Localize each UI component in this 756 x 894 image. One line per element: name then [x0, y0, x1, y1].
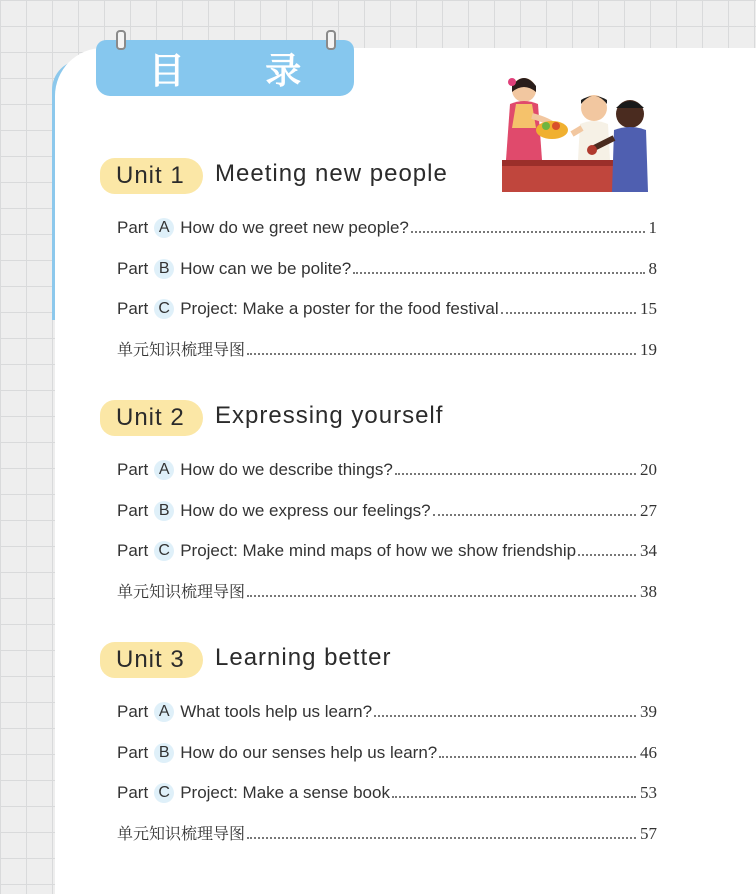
toc-entry[interactable]: Part A What tools help us learn? 39 — [117, 702, 657, 721]
toc-entry[interactable]: Part A How do we greet new people? 1 — [117, 218, 657, 237]
leader-dots — [439, 756, 636, 758]
leader-dots — [395, 473, 636, 475]
page-number: 27 — [640, 501, 657, 520]
entry-title: How do we describe things? — [180, 460, 393, 479]
part-letter: B — [154, 743, 174, 763]
toc-entry[interactable]: Part B How do our senses help us learn? 46 — [117, 743, 657, 762]
toc-entry[interactable]: Part C Project: Make mind maps of how we show friendship 34 — [117, 541, 657, 560]
entry-title: How can we be polite? — [180, 259, 352, 278]
page-number: 34 — [640, 541, 657, 560]
entry-title: How do we greet new people? — [180, 218, 409, 237]
page-number: 53 — [640, 783, 657, 802]
binder-ring-icon — [326, 30, 336, 50]
toc-entry[interactable]: Part B How do we express our feelings? 27 — [117, 501, 657, 520]
unit-title: Expressing yourself — [215, 402, 444, 429]
page-number: 15 — [640, 299, 657, 318]
part-letter: A — [154, 702, 174, 722]
entry-title: Project: Make a poster for the food festival — [180, 299, 499, 318]
leader-dots — [578, 554, 636, 556]
leader-dots — [247, 353, 636, 355]
leader-dots — [392, 796, 636, 798]
toc-entry[interactable] — [117, 820, 657, 844]
part-letter: C — [154, 783, 174, 803]
unit-header — [100, 642, 720, 682]
leader-dots — [353, 272, 644, 274]
page-number: 19 — [640, 340, 657, 359]
entry-title: 单元知识梳理导图 — [117, 824, 246, 843]
entry-title: How do we express our feelings? — [180, 501, 431, 520]
leader-dots — [433, 514, 636, 516]
unit-badge: Unit 1 — [100, 158, 203, 194]
title-tab — [96, 40, 354, 96]
page-number: 46 — [640, 743, 657, 762]
leader-dots — [501, 312, 636, 314]
part-letter: C — [154, 541, 174, 561]
page-number: 1 — [648, 218, 657, 237]
binder-ring-icon — [116, 30, 126, 50]
toc-entry[interactable] — [117, 578, 657, 602]
page-number: 8 — [648, 259, 657, 278]
entry-title: 单元知识梳理导图 — [117, 340, 246, 359]
part-letter: A — [154, 218, 174, 238]
part-letter: B — [154, 259, 174, 279]
entry-title: What tools help us learn? — [180, 702, 373, 721]
unit-badge: Unit 3 — [100, 642, 203, 678]
toc-entry[interactable] — [117, 336, 657, 360]
entry-title: 单元知识梳理导图 — [117, 582, 246, 601]
toc-entry[interactable]: Part B How can we be polite? 8 — [117, 259, 657, 278]
unit-section — [100, 642, 720, 843]
page-number: 57 — [640, 824, 657, 843]
leader-dots — [247, 595, 636, 597]
children-greeting-illustration — [502, 68, 656, 192]
page-number: 20 — [640, 460, 657, 479]
page-number: 38 — [640, 582, 657, 601]
entry-title: Project: Make mind maps of how we show friendship — [180, 541, 577, 560]
page-title: 目 录 — [148, 50, 336, 92]
toc-entry[interactable]: Part C Project: Make a poster for the food festival 15 — [117, 299, 657, 318]
part-letter: C — [154, 299, 174, 319]
part-letter: B — [154, 501, 174, 521]
unit-title: Meeting new people — [215, 160, 448, 187]
page-number: 39 — [640, 702, 657, 721]
entry-title: How do our senses help us learn? — [180, 743, 438, 762]
part-letter: A — [154, 460, 174, 480]
leader-dots — [411, 231, 645, 233]
toc-entry[interactable]: Part C Project: Make a sense book 53 — [117, 783, 657, 802]
unit-header — [100, 400, 720, 440]
unit-badge: Unit 2 — [100, 400, 203, 436]
leader-dots — [374, 715, 636, 717]
leader-dots — [247, 837, 636, 839]
entry-title: Project: Make a sense book — [180, 783, 390, 802]
unit-section — [100, 400, 720, 601]
unit-title: Learning better — [215, 644, 392, 671]
toc-entry[interactable]: Part A How do we describe things? 20 — [117, 460, 657, 479]
